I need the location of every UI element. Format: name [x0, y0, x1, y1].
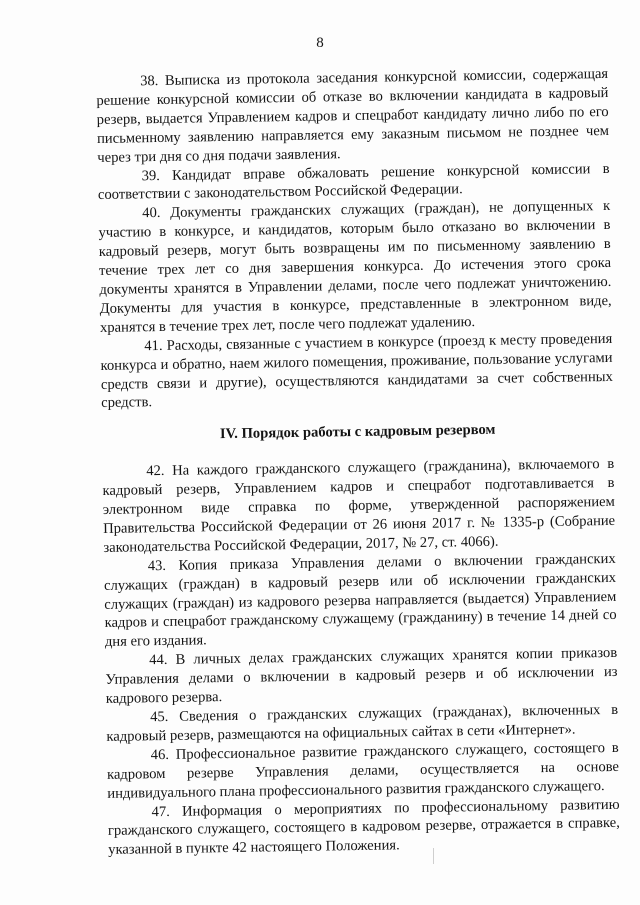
section-heading: IV. Порядок работы с кадровым резервом [219, 422, 496, 443]
paragraph-41: 41. Расходы, связанные с участием в конкурсе (проезд к месту проведения конкурса и обратно, наем жилого помещения, проживание, пользование услугами средств связи и другие), осуществляются кандидатами за счет собственных средств. [100, 330, 613, 412]
document-body [96, 65, 620, 860]
paragraph-45: 45. Сведения о гражданских служащих (гражданах), включенных в кадровый резерв, размещаются на официальных сайтах в сети «Интернет». [106, 701, 619, 745]
paragraph-42: 42. На каждого гражданского служащего (гражданина), включаемого в кадровый резерв, Управлением кадров и спецработ подготавливается в электронном виде справка по форме, утвержденной распоряжением Правительства Российской Федерации от 26 июня 2017 г. № 1335-р (Собрание законодательства Российской Федерации, 2017, № 27, ст. 4066). [102, 456, 616, 556]
paragraph-44: 44. В личных делах гражданских служащих хранятся копии приказов Управления делами о включении в кадровый резерв и об исключении из кадрового резерва. [105, 645, 618, 708]
paragraph-43: 43. Копия приказа Управления делами о включении гражданских служащих (граждан) в кадровый резерв или об исключении гражданских служащих (граждан) из кадрового резерва направляется (выдается) Управлением кадров и спецработ гражданскому служащему (гражданину) в течение 14 дней со дня его издания. [103, 550, 617, 651]
paragraph-38: 38. Выписка из протокола заседания конкурсной комиссии, содержащая решение конкурсной комиссии об отказе во включении кандидата в кадровый резерв, выдается Управлением кадров и спецработ кандидату лично либо по его письменному заявлению направляется ему заказным письмом не позднее чем через три дня со дня подачи заявления. [96, 65, 610, 166]
scan-artifact [433, 848, 434, 864]
paragraph-39: 39. Кандидат вправе обжаловать решение конкурсной комиссии в соответствии с законодательством Российской Федерации. [97, 160, 610, 204]
paragraph-47: 47. Информация о мероприятиях по профессиональному развитию гражданского служащего, состоящего в кадровом резерве, отражается в справке, указанной в пункте 42 настоящего Положения. [107, 796, 620, 859]
paragraph-40: 40. Документы гражданских служащих (граждан), не допущенных к участию в конкурсе, и кандидатов, которым было отказано во включении в кадровый резерв, могут быть возвращены им по письменному заявлению в течение трех лет со дня завершения конкурса. До истечения этого срока документы хранятся в Управлении делами, после чего подлежат уничтожению. Документы для участия в конкурсе, представленные в электронном виде, хранятся в течение трех лет, после чего подлежат удалению. [98, 198, 612, 336]
page-number: 8 [316, 35, 324, 51]
paragraph-46: 46. Профессиональное развитие гражданского служащего, состоящего в кадровом резерве Управления делами, осуществляется на основе индивидуального плана профессионального развития гражданского служащего. [106, 739, 620, 802]
